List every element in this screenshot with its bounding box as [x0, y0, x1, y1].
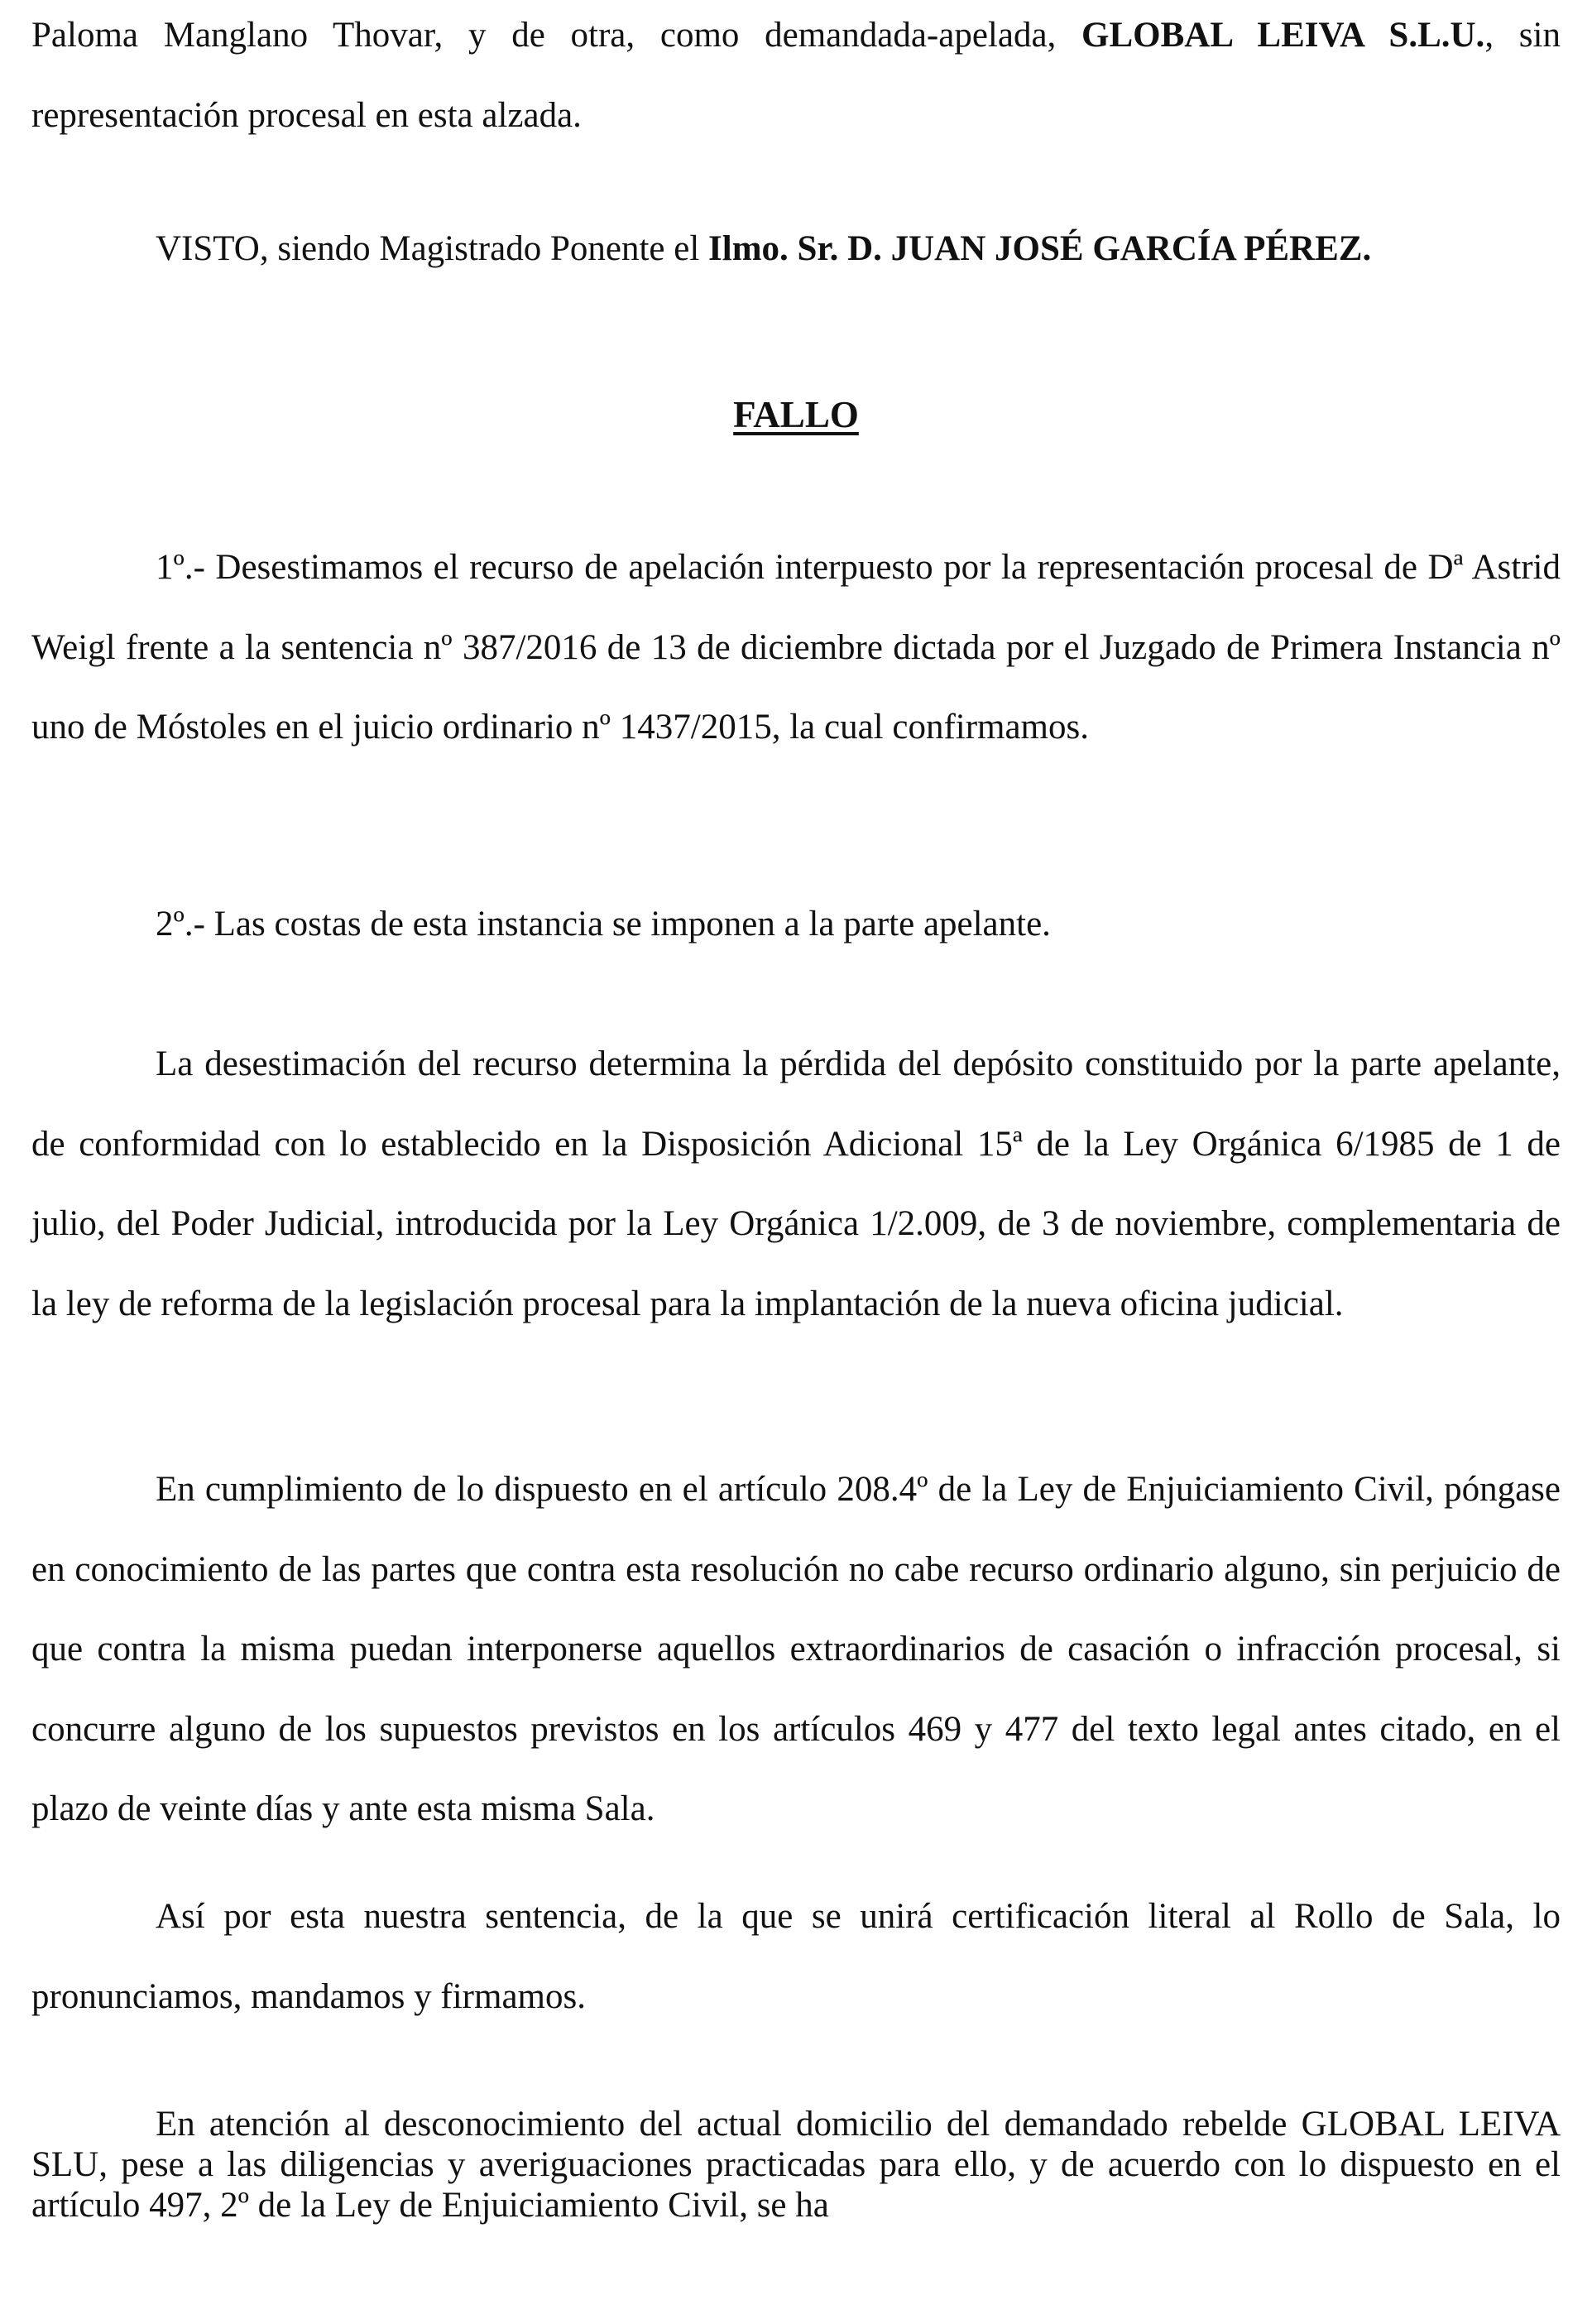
paragraph-parties — [31, 0, 1561, 156]
parties-text-1: Paloma Manglano Thovar, y de otra, como demandada-apelada, — [31, 16, 1082, 55]
visto-text: VISTO, siendo Magistrado Ponente el — [156, 229, 709, 268]
paragraph-visto — [31, 209, 1561, 290]
parties-defendant-name: GLOBAL LEIVA S.L.U. — [1081, 16, 1485, 55]
paragraph-sentencia: Así por esta nuestra sentencia, de la que se unirá certificación literal al Rollo de Sala, lo pronunciamos, mandamos y firmamos. — [31, 1897, 1561, 2016]
paragraph-atencion: En atención al desconocimiento del actual domicilio del demandado rebelde GLOBAL LEIVA SLU, pese a las diligencias y averiguaciones practicadas para ello, y de acuerdo con lo dispuesto en el artículo 497, 2º de la Ley de Enjuiciamiento Civil, se ha — [31, 2105, 1561, 2225]
paragraph-recurso: En cumplimiento de lo dispuesto en el artículo 208.4º de la Ley de Enjuiciamiento Civil, póngase en conocimiento de las partes que contra esta resolución no cabe recurso ordinario alguno, sin perjuicio de que contra la misma puedan interponerse aquellos extraordinarios de casación o infracción procesal, si concurre alguno de los supuestos previstos en los artículos 469 y 477 del texto legal antes citado, en el plazo de veinte días y ante esta misma Sala. — [31, 1470, 1561, 1828]
parties-text-2: , sin representación procesal en esta alzada. — [31, 16, 1561, 135]
paragraph-deposito: La desestimación del recurso determina la pérdida del depósito constituido por la parte apelante, de conformidad con lo establecido en la Disposición Adicional 15ª de la Ley Orgánica 6/1985 de 1 de julio, del Poder Judicial, introducida por la Ley Orgánica 1/2.009, de 3 de noviembre, complementaria de la ley de reforma de la legislación procesal para la implantación de la nueva oficina judicial. — [31, 1044, 1561, 1323]
paragraph-2: 2º.- Las costas de esta instancia se imponen a la parte apelante. — [156, 905, 1051, 944]
fallo-heading: FALLO — [733, 394, 859, 435]
paragraph-1: 1º.- Desestimamos el recurso de apelación interpuesto por la representación procesal de Dª Astrid Weigl frente a la sentencia nº 387/2016 de 13 de diciembre dictada por el Juzgado de Primera Instancia nº uno de Móstoles en el juicio ordinario nº 1437/2015, la cual confirmamos. — [31, 548, 1561, 747]
visto-magistrate-name: Ilmo. Sr. D. JUAN JOSÉ GARCÍA PÉREZ. — [708, 229, 1372, 268]
